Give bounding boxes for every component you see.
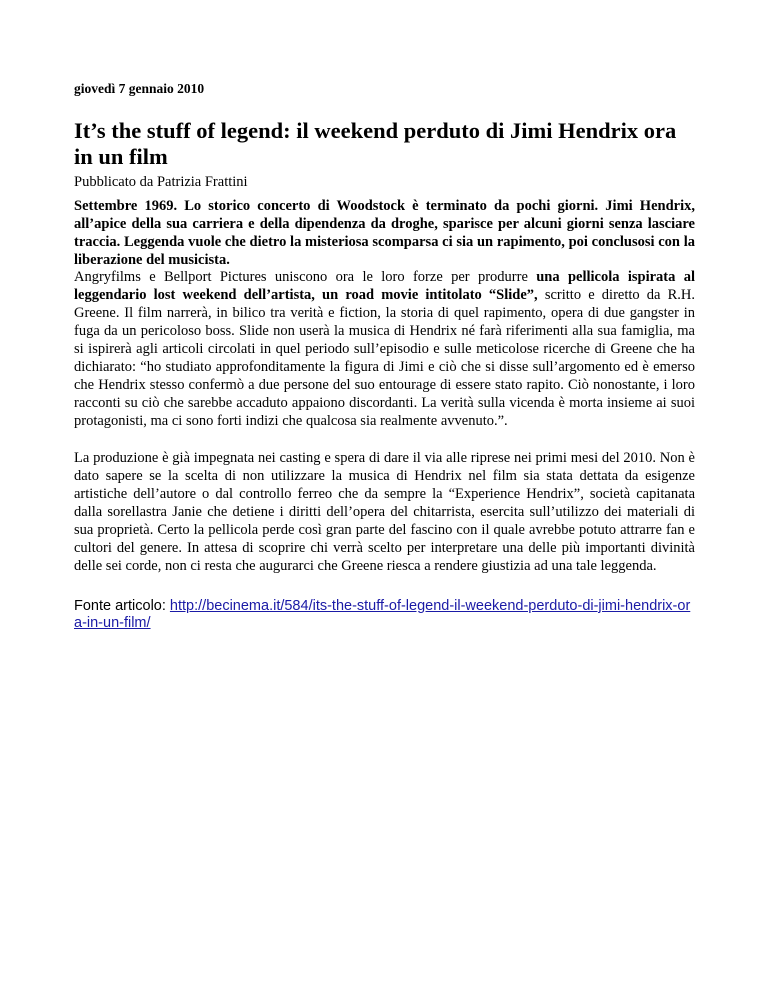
post-byline: Pubblicato da Patrizia Frattini: [74, 174, 248, 190]
post-date: giovedì 7 gennaio 2010: [74, 81, 205, 96]
body-paragraph-2: La produzione è già impegnata nei casting e spera di dare il via alle riprese nei primi mesi del 2010. Non è dato sapere se la scelta di non utilizzare la musica di Hendrix nel film sia stata dettata da esigenze artistiche dell’autore o dal controllo ferreo che da sempre la “Experience Hendrix”, società capitanata dalla sorellastra Janie che detiene i diritti dell’opera del chitarrista, esercita sull’utilizzo dei materiali di sua proprietà. Certo la pellicola perde così gran parte del fascino con il quale avrebbe potuto attrarre fan e cultori del genere. In attesa di scoprire chi verrà scelto per interpretare una delle più importanti divinità delle sei corde, non ci resta che augurarci che Greene riesca a rendere giustizia ad una tale leggenda.: [74, 450, 695, 574]
source-link[interactable]: http://becinema.it/584/its-the-stuff-of-legend-il-weekend-perduto-di-jimi-hendrix-ora-in-un-film/: [74, 598, 691, 631]
source-label: Fonte articolo:: [74, 598, 170, 614]
source-line: [74, 598, 695, 632]
lead-paragraph: Settembre 1969. Lo storico concerto di Woodstock è terminato da pochi giorni. Jimi Hendrix, all’apice della sua carriera e della dipendenza da droghe, sparisce per alcuni giorni senza lasciare traccia. Leggenda vuole che dietro la misteriosa scomparsa ci sia un rapimento, poi conclusosi con la liberazione del musicista.: [74, 198, 695, 268]
post-title: It’s the stuff of legend: il weekend perduto di Jimi Hendrix ora in un film: [74, 118, 677, 169]
body-paragraph-1-intro: Angryfilms e Bellport Pictures uniscono ora le loro forze per produrre: [74, 269, 537, 285]
body-paragraph-1-rest: scritto e diretto da R.H. Greene. Il film narrerà, in bilico tra verità e fiction, la storia di quel rapimento, opera di due gangster in fuga da un pericoloso boss. Slide non userà la musica di Hendrix né farà riferimenti alla sua famiglia, ma si ispirerà agli articoli circolati in quel periodo sull’episodio e sulle meticolose ricerche di Greene che ha dichiarato: “ho studiato approfonditamente la figura di Jimi e ciò che si disse sull’argomento ed è emerso che Hendrix stesso confermò a due persone del suo entourage di essere stato rapito. Ciò nonostante, i loro racconti su ciò che sarebbe accaduto appaiono discordanti. La verità sulla vicenda è morta insieme ai suoi protagonisti, ma ci sono forti indizi che qualcosa sia realmente avvenuto.”.: [74, 287, 696, 429]
body-paragraph-1: [74, 268, 695, 430]
body-paragraph-1-highlight: una pellicola ispirata al leggendario lost weekend dell’artista, un road movie intitolato “Slide”,: [74, 269, 695, 303]
